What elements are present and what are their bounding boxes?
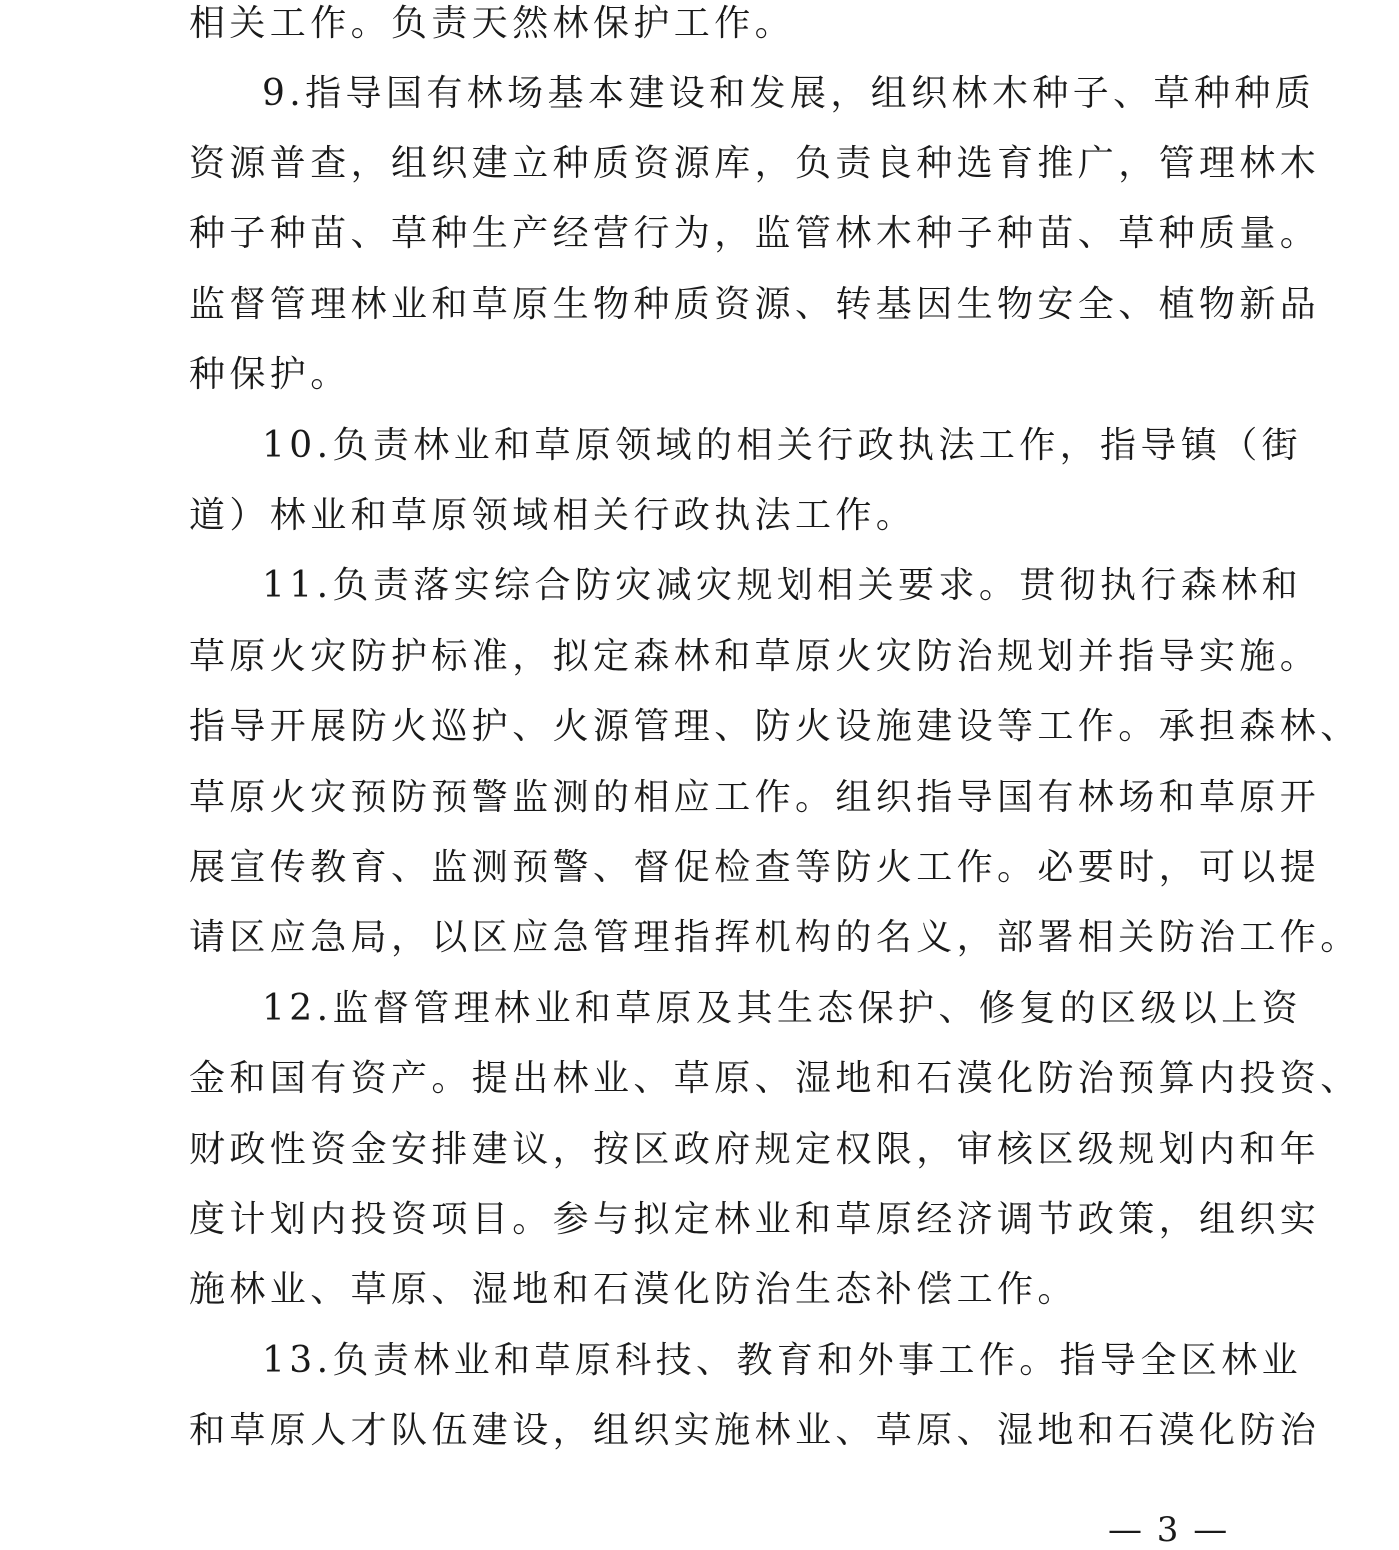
text-line-21: 和草原人才队伍建设，组织实施林业、草原、湿地和石漠化防治 <box>189 1410 1321 1451</box>
text-line-2: 9.指导国有林场基本建设和发展，组织林木种子、草种种质 <box>262 73 1316 114</box>
text-line-7: 10.负责林业和草原领域的相关行政执法工作，指导镇（街 <box>262 425 1303 466</box>
text-line-13: 展宣传教育、监测预警、督促检查等防火工作。必要时，可以提 <box>189 847 1321 888</box>
text-line-19: 施林业、草原、湿地和石漠化防治生态补偿工作。 <box>189 1269 1078 1310</box>
text-line-11: 指导开展防火巡护、火源管理、防火设施建设等工作。承担森林、 <box>189 706 1361 747</box>
text-line-20: 13.负责林业和草原科技、教育和外事工作。指导全区林业 <box>262 1340 1303 1381</box>
page-number: — 3 — <box>1108 1510 1230 1550</box>
text-line-10: 草原火灾防护标准，拟定森林和草原火灾防治规划并指导实施。 <box>189 636 1321 677</box>
text-line-9: 11.负责落实综合防灾减灾规划相关要求。贯彻执行森林和 <box>262 565 1303 606</box>
text-line-8: 道）林业和草原领域相关行政执法工作。 <box>189 495 917 536</box>
text-line-18: 度计划内投资项目。参与拟定林业和草原经济调节政策，组织实 <box>189 1199 1321 1240</box>
text-line-15: 12.监督管理林业和草原及其生态保护、修复的区级以上资 <box>262 988 1303 1029</box>
text-line-1: 相关工作。负责天然林保护工作。 <box>189 3 796 44</box>
text-line-4: 种子种苗、草种生产经营行为，监管林木种子种苗、草种质量。 <box>189 213 1321 254</box>
text-line-12: 草原火灾预防预警监测的相应工作。组织指导国有林场和草原开 <box>189 777 1321 818</box>
text-line-6: 种保护。 <box>189 354 351 395</box>
text-line-16: 金和国有资产。提出林业、草原、湿地和石漠化防治预算内投资、 <box>189 1058 1361 1099</box>
text-line-14: 请区应急局，以区应急管理指挥机构的名义，部署相关防治工作。 <box>189 917 1361 958</box>
text-line-3: 资源普查，组织建立种质资源库，负责良种选育推广，管理林木 <box>189 143 1321 184</box>
text-line-17: 财政性资金安排建议，按区政府规定权限，审核区级规划内和年 <box>189 1129 1321 1170</box>
text-line-5: 监督管理林业和草原生物种质资源、转基因生物安全、植物新品 <box>189 284 1321 325</box>
